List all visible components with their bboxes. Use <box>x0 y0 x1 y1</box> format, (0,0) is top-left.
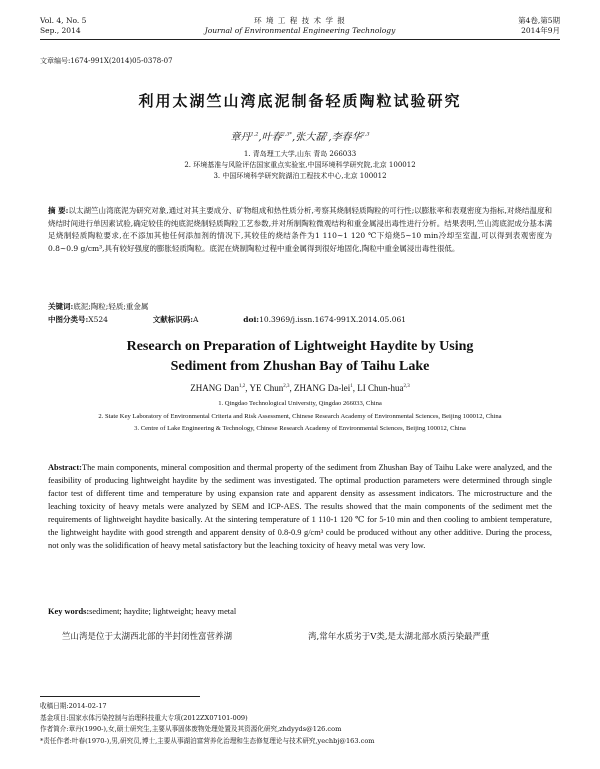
aff-en-2: 2. State Key Laboratory of Environmental Criteria and Risk Assessment, Chinese Research Academy of Environmental Sciences, Beijing 100012, China <box>98 412 502 420</box>
header-left <box>40 16 86 36</box>
keywords-en-label: Key words: <box>48 607 90 616</box>
footnote-rule <box>40 696 200 697</box>
aff-cn-1: 1. 青岛理工大学,山东 青岛 266033 <box>243 150 357 158</box>
header-date-cn: 2014年9月 <box>521 26 560 35</box>
header-center <box>140 16 460 36</box>
doc-code-value: A <box>193 315 199 324</box>
body-left-column: 竺山湾是位于太湖西北部的半封闭性富营养湖 <box>62 632 233 642</box>
keywords-cn-text: 底泥;陶粒;轻质;重金属 <box>73 302 149 311</box>
header-vol: Vol. 4, No. 5 <box>40 16 87 25</box>
abstract-cn-label: 摘 要: <box>48 206 69 215</box>
keywords-cn-label: 关键词: <box>48 302 74 311</box>
keywords-en <box>48 605 552 618</box>
aff-en-3: 3. Centre of Lake Engineering & Technology, Chinese Research Academy of Environmental Sciences, Beijing 100012, China <box>134 425 466 432</box>
header-right <box>518 16 560 36</box>
article-number: 文章编号:1674-991X(2014)05-0378-07 <box>40 57 173 65</box>
keywords-cn <box>48 301 552 314</box>
abstract-en-label: Abstract: <box>48 463 82 472</box>
abstract-en-text: The main components, mineral composition and thermal property of the sediment from Zhushan Bay of Taihu Lake were analyzed, and the feasibility of producing lightweight haydite by the sediment was investigated. The optimal production parameters were determined through single factor test of different time and temperature by using expansion rate and apparent density as assessment indicators. The microstructure and the leaching toxicity of heavy metals were analyzed by SEM and ICP-AES. The results showed that the main components of the sediment met the requirements of lightweight haydite basically. At the sintering temperature of 1 110-1 120 ℃ for 5-10 min and then cooling to ambient temperature, the lightweight haydite with good strength and apparent density of 0.8-0.9 g/cm³ could be produced without any other additive. During the process, not only was the solidification of heavy metal satisfactory but the leaching toxicity of heavy metal was very low. <box>48 463 552 550</box>
clc-label: 中图分类号: <box>48 315 89 324</box>
header-rule <box>40 39 560 40</box>
header-journal-en: Journal of Environmental Engineering Technology <box>204 26 396 35</box>
footnotes <box>40 701 560 747</box>
body-right-column: 湾,常年水质劣于V类,是太湖北部水质污染最严重 <box>308 632 490 642</box>
keywords-en-text: sediment; haydite; lightweight; heavy metal <box>89 607 237 616</box>
authors-cn: 章丹$^{1,2}$,叶春$^{2,3*}$,张大磊$^1$,李春华$^{2,3}$ <box>230 131 370 143</box>
doi-value: 10.3969/j.issn.1674-991X.2014.05.061 <box>259 315 407 324</box>
aff-cn-3: 3. 中国环境科学研究院湖泊工程技术中心,北京 100012 <box>213 172 387 180</box>
doc-code-label: 文献标识码: <box>152 315 193 324</box>
footnote-funding: 基金项目:国家水体污染控制与治理科技重大专项(2012ZX07101-009) <box>40 713 248 722</box>
header-issue-cn: 第4卷,第5期 <box>518 16 560 25</box>
aff-en-1: 1. Qingdao Technological University, Qingdao 266033, China <box>218 400 382 407</box>
abstract-cn-text: 以太湖竺山湾底泥为研究对象,通过对其主要成分、矿物组成和热性质分析,考察其烧制轻质陶粒的可行性;以膨胀率和表观密度为指标,对烧结温度和烧结时间进行单因素试验,确定较佳的纯底泥烧制轻质陶粒工艺参数,并对所制陶粒微观结构和重金属浸出毒性进行分析。结果表明,竺山湾底泥成分基本满足烧制轻质陶粒要求,在不添加其他任何添加剂的情况下,其较佳的烧结条件为1 110~1 120 ℃下焙烧5~10 min冷却至室温,可以得到表观密度为0.8~0.9 g/cm³,具有较好强度的膨胀轻质陶粒。底泥在烧制陶粒过程中重金属得到很好地固化,陶粒中重金属浸出毒性很低。 <box>48 206 552 253</box>
doi-label: doi: <box>243 315 260 324</box>
abstract-en <box>48 461 552 552</box>
header-journal-cn: 环 境 工 程 技 术 学 报 <box>254 16 346 25</box>
title-en: Research on Preparation of Lightweight Haydite by Using Sediment from Zhushan Bay of Taihu Lake <box>126 339 474 374</box>
footnote-corresponding: *责任作者:叶春(1970-),男,研究员,博士,主要从事湖泊富营养化治理和生态修复理论与技术研究,yechbj@163.com <box>40 736 375 745</box>
authors-en: ZHANG Dan$^{1,2}$, YE Chun$^{2,3}$, ZHANG Da-lei$^1$, LI Chun-hua$^{2,3}$ <box>190 383 410 393</box>
classification-line <box>48 314 552 327</box>
footnote-author: 作者简介:章丹(1990-),女,硕士研究生,主要从事固体废物处理处置及其资源化研究,zhdyyds@126.com <box>40 725 342 733</box>
aff-cn-2: 2. 环境基准与风险评估国家重点实验室,中国环境科学研究院,北京 100012 <box>184 161 416 169</box>
affiliations-cn <box>40 149 560 182</box>
title-cn: 利用太湖竺山湾底泥制备轻质陶粒试验研究 <box>138 92 462 110</box>
affiliations-en <box>40 398 560 436</box>
header-date: Sep., 2014 <box>40 26 81 35</box>
footnote-received: 收稿日期:2014-02-17 <box>40 702 107 710</box>
clc-value: X524 <box>88 315 108 324</box>
abstract-cn <box>48 205 552 255</box>
